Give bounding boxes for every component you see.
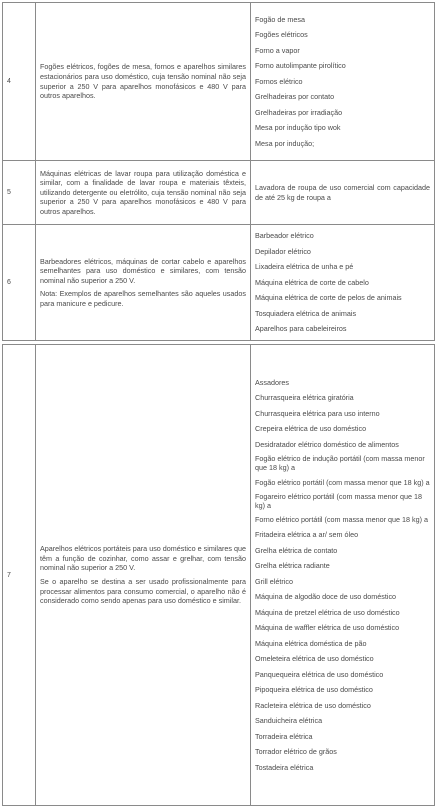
list-item: Assadores [255, 377, 289, 387]
list-item: Forno a vapor [255, 45, 300, 55]
list-item: Pipoqueira elétrica de uso doméstico [255, 685, 373, 695]
list-item: Grill elétrico [255, 576, 293, 586]
list-item: Tostadeira elétrica [255, 762, 314, 772]
appliance-list [251, 3, 435, 161]
description-text: Máquinas elétricas de lavar roupa para utilização doméstica e similar, com a finalidade de lavar roupa e materiais têxteis, utilizando detergente ou eletrólito, cuja tensão nominal não seja superior a 250 V para aparelhos monofásicos e 480 V para outros aparelhos. [40, 168, 246, 216]
table-row [3, 3, 435, 161]
list-item: Sanduicheira elétrica [255, 716, 323, 726]
table-row [3, 225, 435, 341]
list-item: Fogão elétrico portátil (com massa menor que 18 kg) a [255, 477, 430, 487]
list-item: Panquequeira elétrica de uso doméstico [255, 669, 384, 679]
list-item: Fogão elétrico de indução portátil (com massa menor que 18 kg) a [255, 454, 425, 473]
list-item: Lixadeira elétrica de unha e pé [255, 262, 354, 272]
description-text: Aparelhos elétricos portáteis para uso doméstico e similares que têm a função de cozinhar, como assar e grelhar, com tensão nominal não superior a 250 V. [40, 544, 246, 573]
appliance-list [251, 345, 435, 806]
appliance-table-part-1 [2, 2, 435, 341]
row-number: 7 [3, 345, 36, 806]
row-description [36, 161, 251, 225]
list-item: Máquina de algodão doce de uso doméstico [255, 592, 397, 602]
list-item: Grelhadeiras por irradiação [255, 107, 343, 117]
list-item: Fornos elétrico [255, 76, 303, 86]
list-item: Barbeador elétrico [255, 231, 314, 241]
row-number: 6 [3, 225, 36, 341]
list-item: Fogareiro elétrico portátil (com massa menor que 18 kg) a [255, 491, 422, 510]
list-item: Máquina de pretzel elétrica de uso doméstico [255, 607, 400, 617]
list-item: Tosquiadera elétrica de animais [255, 308, 357, 318]
list-item: Depilador elétrico [255, 246, 311, 256]
description-note: Nota: Exemplos de aparelhos semelhantes são aqueles usados para manicure e pedicure. [40, 289, 246, 308]
list-item: Máquina elétrica doméstica de pão [255, 638, 367, 648]
table-row [3, 161, 435, 225]
list-item: Desidratador elétrico doméstico de alimentos [255, 439, 399, 449]
list-item: Torrador elétrico de grãos [255, 747, 337, 757]
description-text: Barbeadores elétricos, máquinas de cortar cabelo e aparelhos semelhantes para uso doméstico e similares, com tensão nominal não superior a 250 V. [40, 256, 246, 285]
list-item: Mesa por indução tipo wok [255, 123, 341, 133]
row-number: 4 [3, 3, 36, 161]
description-text: Fogões elétricos, fogões de mesa, fornos e aparelhos similares estacionários para uso doméstico, cuja tensão nominal não seja superior a 250 V para aparelhos monofásicos e 480 V para outros aparelhos. [40, 62, 246, 101]
row-description [36, 3, 251, 161]
list-item: Máquina elétrica de corte de pelos de animais [255, 293, 402, 303]
list-item: Torradeira elétrica [255, 731, 313, 741]
row-description [36, 345, 251, 806]
list-item: Fritadeira elétrica a ar/ sem óleo [255, 530, 359, 540]
list-item: Racleteira elétrica de uso doméstico [255, 700, 371, 710]
list-item: Grelhadeiras por contato [255, 92, 335, 102]
appliance-list [251, 225, 435, 341]
appliance-list [251, 161, 435, 225]
list-item: Forno elétrico portátil (com massa menor que 18 kg) a [255, 515, 428, 525]
list-item: Forno autolimpante pirolítico [255, 61, 346, 71]
list-item: Lavadora de roupa de uso comercial com capacidade de até 25 kg de roupa a [255, 182, 430, 202]
list-item: Fogão de mesa [255, 14, 305, 24]
list-item: Churrasqueira elétrica para uso interno [255, 408, 380, 418]
appliance-table-part-2 [2, 344, 435, 806]
list-item: Mesa por indução; [255, 138, 315, 148]
list-item: Crepeira elétrica de uso doméstico [255, 424, 367, 434]
list-item: Grelha elétrica radiante [255, 561, 330, 571]
list-item: Churrasqueira elétrica giratória [255, 393, 354, 403]
list-item: Aparelhos para cabeleireiros [255, 324, 347, 334]
list-item: Fogões elétricos [255, 30, 308, 40]
list-item: Máquina elétrica de corte de cabelo [255, 277, 369, 287]
row-description [36, 225, 251, 341]
table-row [3, 345, 435, 806]
list-item: Grelha elétrica de contato [255, 545, 338, 555]
list-item: Omeleteira elétrica de uso doméstico [255, 654, 374, 664]
description-note: Se o aparelho se destina a ser usado profissionalmente para processar alimentos para consumo comercial, o aparelho não é considerado como sendo apenas para uso doméstico e similar. [40, 577, 246, 606]
list-item: Máquina de waffler elétrica de uso doméstico [255, 623, 400, 633]
row-number: 5 [3, 161, 36, 225]
